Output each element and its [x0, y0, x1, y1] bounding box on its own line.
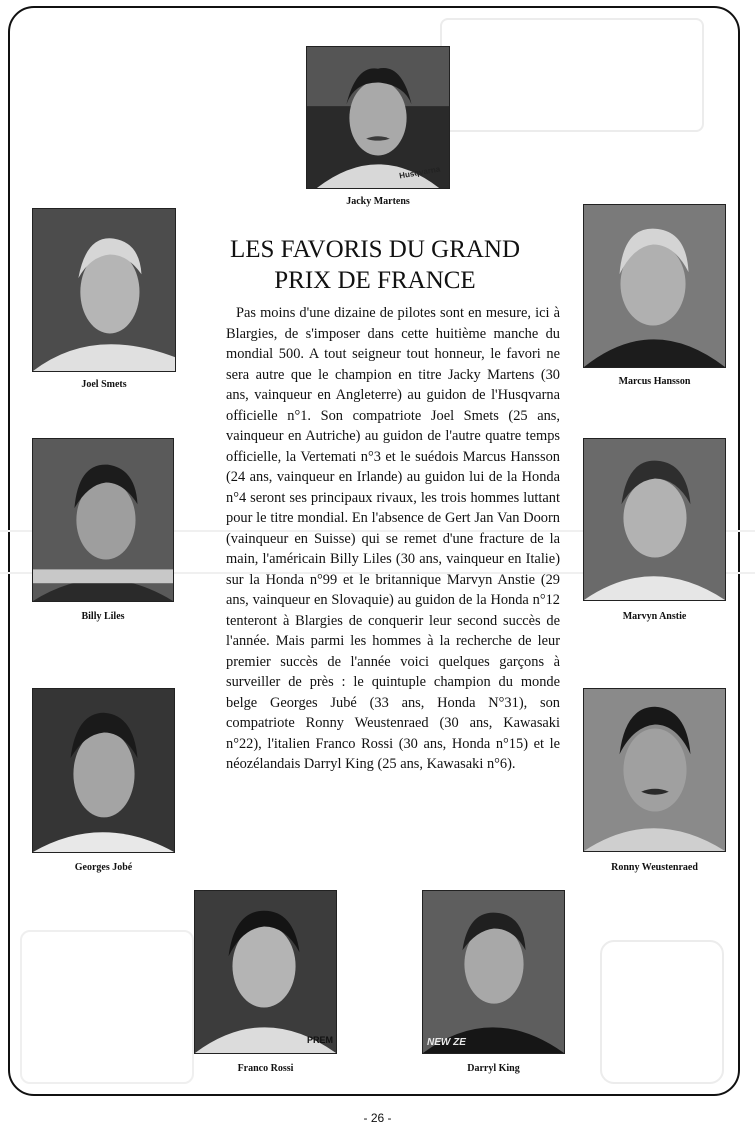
photo-marvyn-anstie: [583, 438, 726, 601]
photo-georges-jobe: [32, 688, 175, 853]
caption-jacky-martens: Jacky Martens: [346, 196, 410, 207]
photo-jacky-martens: [306, 46, 450, 189]
shirt-text: Husqvarna: [398, 164, 441, 181]
shirt-text: NEW ZE: [427, 1037, 466, 1048]
photo-billy-liles: [32, 438, 174, 602]
photo-marcus-hansson: [583, 204, 726, 368]
caption-joel-smets: Joel Smets: [81, 379, 127, 390]
caption-marvyn-anstie: Marvyn Anstie: [622, 611, 687, 622]
photo-darryl-king: [422, 890, 565, 1054]
page-number: - 26 -: [363, 1111, 392, 1125]
title-line-1: LES FAVORIS DU GRAND: [229, 236, 521, 263]
photo-franco-rossi: [194, 890, 337, 1054]
photo-joel-smets: [32, 208, 176, 372]
caption-darryl-king: Darryl King: [467, 1063, 520, 1074]
shirt-text: PREM: [307, 1035, 334, 1045]
photo-ronny-weustenraed: [583, 688, 726, 852]
caption-marcus-hansson: Marcus Hansson: [618, 376, 691, 387]
article-body: Pas moins d'une dizaine de pilotes sont en mesure, ici à Blargies, de s'imposer dans cette huitième manche du mondial 500. A tout seigneur tout honneur, le favori ne sera autre que le champion en titre Jacky Martens (30 ans, vainqueur en Angleterre) au guidon de l'Husqvarna officielle n°1. Son compatriote Joel Smets (25 ans, vainqueur en Autriche) au guidon de l'autre quatre temps officielle, la Vertemati n°3 et le suédois Marcus Hansson (24 ans, vainqueur en Irlande) au guidon lui de la Honda n°4 seront ses principaux rivaux, les trois hommes luttant pour le titre mondial. En l'absence de Gert Jan Van Doorn (vainqueur en Suisse) qui se remet d'une fracture de la main, l'américain Billy Liles (30 ans, vainqueur en Italie) sur la Honda n°99 et le britannique Marvyn Anstie (29 ans, vainqueur en Slovaquie) au guidon de la Honda n°12 tenteront à Blargies de conquerir leur second succès de l'année. Mais parmi les hommes à la recherche de leur premier succès de l'année voici quelques garçons à surveiller de près : le quintuple champion du monde belge Georges Jubé (33 ans, Honda N°31), son compatriote Ronny Weustenraed (30 ans, Kawasaki n°22), l'italien Franco Rossi (30 ans, Honda n°15) et le néozélandais Darryl King (25 ans, Kawasaki n°6).: [226, 305, 560, 772]
caption-ronny-weustenraed: Ronny Weustenraed: [611, 862, 698, 873]
article-title: [200, 234, 550, 296]
caption-billy-liles: Billy Liles: [81, 611, 125, 622]
caption-franco-rossi: Franco Rossi: [237, 1063, 294, 1074]
title-line-2: PRIX DE FRANCE: [274, 267, 476, 294]
caption-georges-jobe: Georges Jobé: [74, 862, 133, 873]
